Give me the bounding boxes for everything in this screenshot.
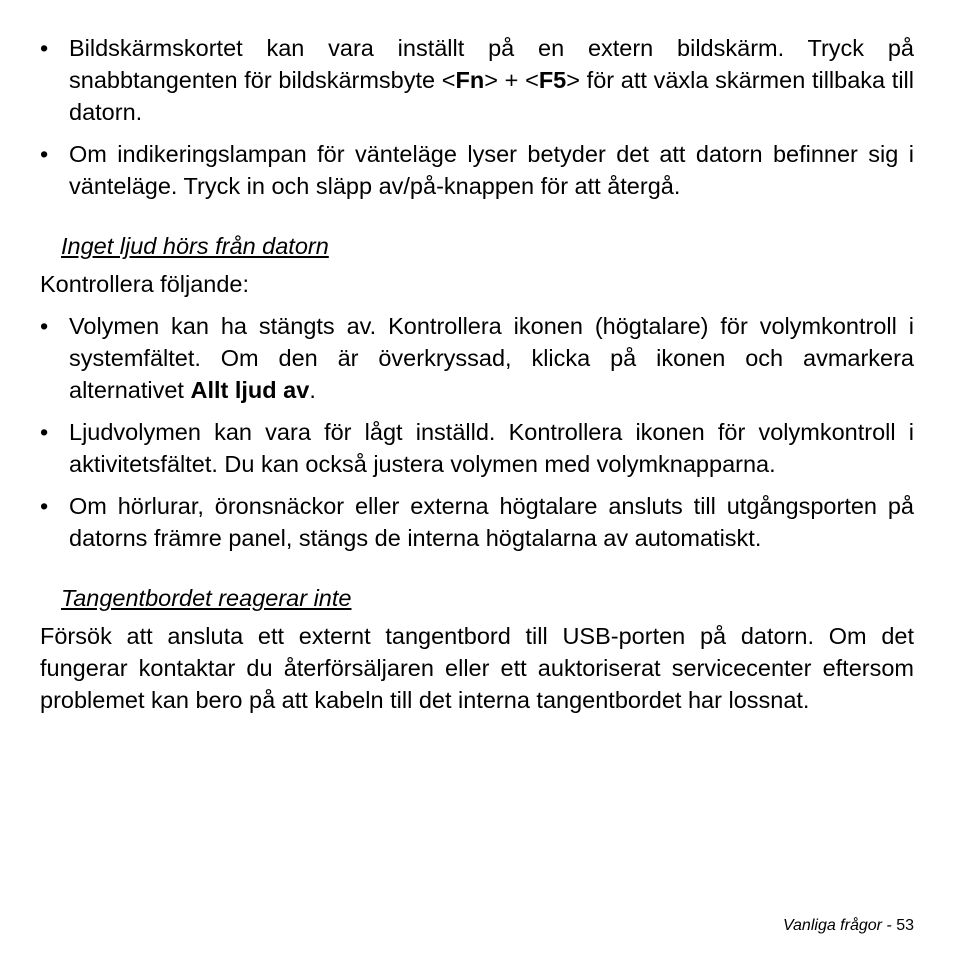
list-item — [40, 310, 914, 406]
section-heading-keyboard: Tangentbordet reagerar inte — [61, 585, 352, 611]
body-text: > + < — [484, 67, 539, 93]
bullet-icon: • — [40, 313, 49, 339]
keyboard-paragraph: Försök att ansluta ett externt tangentbord till USB-porten på datorn. Om det fungerar kontaktar du återförsäljaren eller ett auktoriserat servicecenter eftersom problemet kan bero på att kabeln till det interna tangentbordet har lossnat. — [40, 623, 914, 713]
sound-checklist — [40, 310, 914, 554]
bullet-icon: • — [40, 493, 49, 519]
bullet-icon: • — [40, 419, 49, 445]
body-text: . — [309, 377, 316, 403]
section-heading-no-sound: Inget ljud hörs från datorn — [61, 233, 329, 259]
body-text: > för att växla skärmen tillbaka till datorn. — [69, 67, 915, 125]
body-text: Om indikeringslampan för vänteläge lyser betyder det att datorn befinner sig i vänteläge. Tryck in och släpp av/på-knappen för att återgå. — [69, 141, 914, 199]
page-footer — [783, 916, 914, 936]
footer-page-number: 53 — [896, 917, 914, 934]
bold-text: F5 — [538, 67, 567, 93]
troubleshooting-bullet-list — [40, 32, 914, 202]
bold-text: Fn — [455, 67, 485, 93]
body-text: Volymen kan ha stängts av. Kontrollera ikonen (högtalare) för volymkontroll i systemfältet. Om den är överkryssad, klicka på ikonen och avmarkera alternativet — [69, 313, 914, 403]
footer-chapter-title: Vanliga frågor - — [782, 917, 892, 934]
bullet-icon: • — [40, 35, 49, 61]
bold-text: Allt ljud av — [190, 377, 310, 403]
bullet-icon: • — [40, 141, 49, 167]
document-page — [40, 32, 914, 716]
list-item — [40, 32, 914, 128]
list-item — [40, 416, 914, 480]
list-item — [40, 490, 914, 554]
body-text: Bildskärmskortet kan vara inställt på en extern bildskärm. Tryck på snabbtangenten för bildskärmsbyte < — [69, 35, 914, 93]
body-text: Ljudvolymen kan vara för lågt inställd. Kontrollera ikonen för volymkontroll i aktivitetsfältet. Du kan också justera volymen med volymknapparna. — [69, 419, 914, 477]
section-intro-text: Kontrollera följande: — [40, 271, 250, 297]
body-text: Om hörlurar, öronsnäckor eller externa högtalare ansluts till utgångsporten på datorns främre panel, stängs de interna högtalarna av automatiskt. — [69, 493, 914, 551]
list-item — [40, 138, 914, 202]
